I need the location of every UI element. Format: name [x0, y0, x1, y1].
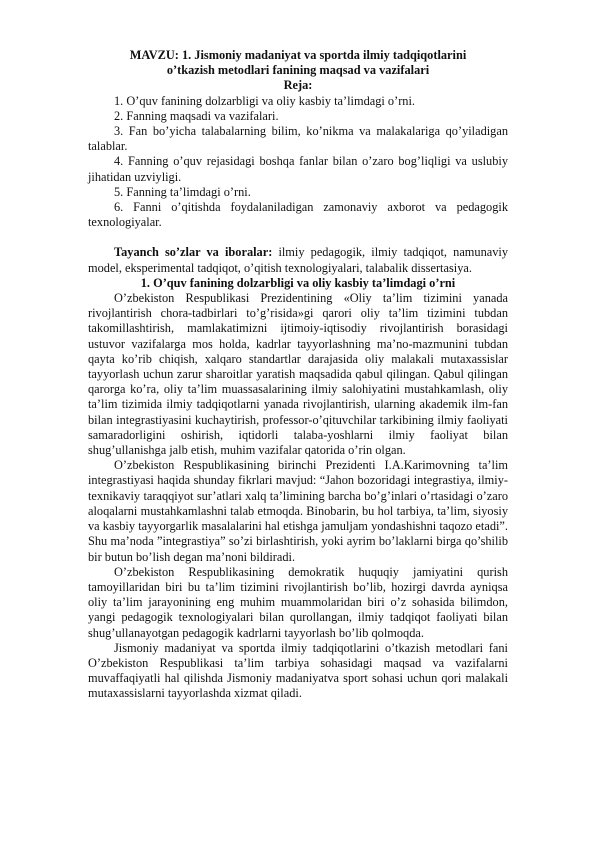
plan-item: 3. Fan bo’yicha talabalarning bilim, ko’nikma va malakalariga qo’yiladigan talablar. [88, 124, 508, 154]
plan-item: 6. Fanni o’qitishda foydalaniladigan zamonaviy axborot va pedagogik texnologiyalar. [88, 200, 508, 230]
plan-item: 2. Fanning maqsadi va vazifalari. [114, 108, 279, 123]
body-paragraph: O’zbekiston Respublikasining demokratik huquqiy jamiyatini qurish tamoyillaridan biri bu ta’lim tizimini rivojlantirish bo’lib, hozirgi davrda ayniqsa oliy ta’lim jarayonining eng muhim muammolaridan biri o’z sohasida bilimdon, yangi pedagogik texnologiyalari bilan qurollangan, ilmiy tadqiqot faoliyati bilan shug’ullanayotgan pedagogik kadrlarni tayyorlash bo’lib qolmoqda. [88, 564, 508, 640]
plan-item: 1. O’quv fanining dolzarbligi va oliy kasbiy ta’limdagi o’rni. [114, 93, 415, 108]
plan-item: 4. Fanning o’quv rejasidagi boshqa fanlar bilan o’zaro bog’liqligi va uslubiy jihatidan uzviyligi. [88, 154, 508, 184]
body-paragraph: O’zbekiston Respublikasi Prezidentining «Oliy ta’lim tizimini yanada rivojlantirish chora-tadbirlari to’g’risida»gi qarori oliy ta’lim tizimini tubdan takomillashtirish, mamlakatimizni ijtimoiy-iqtisodiy rivojlantirish borasidagi ustuvor vazifalarga mos holda, kadrlar tayyorlashning ma’no-mazmunini tubdan qayta ko’rib chiqish, xalqaro standartlar darajasida oliy malakali mutaxassislar tayyorlash uchun zarur sharoitlar yaratish maqsadida qabul qilingan. Qabul qilingan qarorga ko’ra, oliy ta’lim muassasalarining ilmiy salohiyatini mustahkamlash, oliy ta’lim tizimida ilmiy tadqiqotlarni yanada rivojlantirish, ularning akademik ilm-fan bilan integrastiyasini kuchaytirish, professor-o’qituvchilar tarkibining ilmiy faoliyati samaradorligini oshirish, iqtidorli talaba-yoshlarni ilmiy faoliyat bilan shug’ullanishga jalb etish, muhim vazifalar qatorida o’rin olgan. [88, 291, 508, 458]
document-title-line1: MAVZU: 1. Jismoniy madaniyat va sportda ilmiy tadqiqotlarini [129, 48, 467, 62]
plan-heading: Reja: [283, 78, 313, 93]
spacer [88, 230, 508, 245]
keywords-label: Tayanch so’zlar va iboralar: [114, 245, 273, 260]
plan-item: 5. Fanning ta’limdagi o’rni. [114, 184, 251, 199]
keywords-paragraph [88, 245, 508, 275]
keywords-text: ilmiy pedagogik, ilmiy tadqiqot, namunaviy model, eksperimental tadqiqot, o’qitish texnologiyalari, talabalik dissertasiya. [88, 245, 509, 275]
section-heading: 1. O’quv fanining dolzarbligi va oliy kasbiy ta’limdagi o’rni [140, 275, 456, 290]
body-paragraph: O’zbekiston Respublikasining birinchi Prezidenti I.A.Karimovning ta’lim integrastiyasi haqida shunday fikrlari mavjud: “Jahon bozoridagi integrastiya, ilmiy-texnikaviy taraqqiyot sur’atlari xalq ta’limining barcha bo’g’inlari o’rtasidagi o’zaro aloqalarni mustahkamlashni talab etmoqda. Binobarin, bu hol tarbiya, ta’lim, siyosiy va kasbiy tayyorgarlik masalalarini hal etishga jamuljam yondashishni taqozo etadi”. Shu ma’noda ”integrastiya” so’zi birlashtirish, yoki ayrim bo’laklarni birga qo’shilib bir butun bo’lish degan ma’noni bildiradi. [88, 458, 508, 564]
body-paragraph: Jismoniy madaniyat va sportda ilmiy tadqiqotlarini o’tkazish metodlari fani O’zbekiston Respublikasi ta’lim tarbiya sohasidagi maqsad va vazifalarni muvaffaqiyatli hal qilishda Jismoniy madaniyatva sport sohasi uchun qori malakali mutaxassislarni tayyorlashda xizmat qiladi. [88, 640, 508, 701]
document-title-line2: o’tkazish metodlari fanining maqsad va vazifalari [166, 63, 430, 78]
